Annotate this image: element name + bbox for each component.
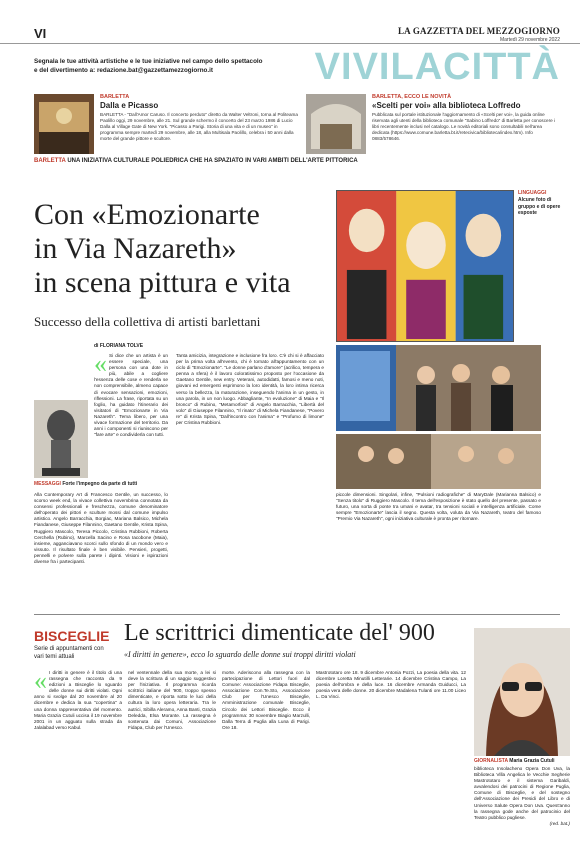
caption [34,481,137,487]
box1-text: BARLETTA - "Dall'Amor Caruso. Il concerto perduto" diretto da Walter Veltroni, torna al Politeama Paolillo oggi, 29 novembre, alle 21. Sul grande schermo il concerto del 23 marzo 1986 di Lucio Dalla al Village Gate di New York. "Picasso a Parigi. Storia di una vita e di un museo" in programma sempre martedì 29 novembre, alle 18, alla Multisala Paolillo, celebra i 50 anni dalla morte del grande pittore e scultore. [100,112,298,141]
column-text: Si dice che un artista è un essere speciale, una persona con una dote in più, abile a cogliere l'essenza delle cose e renderla se non comprensibile, almeno capace di evocare sensazioni, emozioni, riflessioni. La frase, riportata su un foglio, ha guidato l'itinerario dei visitatori di "Emozionarte in Via Nazareth". Tema libero, per una vivace formazione del territorio. Da anni i componenti si riuniscono per "fare arte" e condividerla con tutti. [94,353,168,438]
article-column: Tanta amicizia, integrazione e inclusione fra loro. C'è chi si è affacciato per la prima volta all'evento, chi è tornato all'appuntamento con un ciclo di "Emozionarte". "Le donne parlano d'amore" (acrilico, tempera e penna a sfera) è il lavoro coloratissimo proposto per l'occasione da Gaetano Gentile, new entry. Veterani, autodidatti, famosi e meno noti, giovani ed emergenti esprimono la loro identità, la loro intima ricerca verso la bellezza, la maturazione, inseguendo l'anima in un gesto, in una parola, in un non luogo. Abbagliante, "In evoluzione" di Maia e "Il bronco" di Rubino, "Metamorfosi" di Angelo Barracchia, "Libertà del volo" di Giuseppe Filannino, "Il rinato" di Michela Fiandanese, "Povero re" di Krista Spina, "Dall'incontro con l'anima" e "Profumo di limone" per Cristina Rubbioni. [176,353,324,426]
box1-kicker: BARLETTA [100,94,130,100]
concert-hall-photo [34,94,94,154]
page-header [0,0,580,44]
caption-text: Forte l'impegno da parte di tutti [62,481,138,487]
portrait-name: Maria Grazia Cutuli [509,758,555,764]
box2-kicker: BARLETTA, ECCO LE NOVITÀ [372,94,452,100]
library-photo [306,94,366,154]
news-box-dalla-picasso [34,90,302,156]
dropcap-glyph: « [94,349,107,378]
news-box-biblioteca [306,90,560,156]
caption-label: MESSAGGI [34,481,61,487]
intro-note: Segnala le tue attività artistiche e le tue iniziative nel campo dello spettacolo e del divertimento a: redazione.bat@gazzettamezzogiorno.it [34,58,263,74]
headline-line: in Via Nazareth» [34,232,237,265]
dateline: Martedì 29 novembre 2022 [499,37,560,43]
kicker-place: BARLETTA [34,158,66,164]
article2-column [34,666,122,731]
portrait-label: GIORNALISTA [474,758,508,764]
article2-column: nel ventennale della sua morte, a lei si deve la scrittura di un saggio suggestivo per l'iniziativa. Il programma ricorda scrittrici italiane del '900, troppo spesso dimenticate, e riporta sotto le luci della cultura la loro opera letteraria. Tra le autrici, Sibilla Aleramo, Anna Banti, Grazia Deledda, Elsa Morante. La rassegna è sostenuta dai Comuni, Associazione Fidapa, Club per l'Unesco. [128,670,216,730]
box2-title: «Scelti per voi» alla biblioteca Loffredo [372,101,521,110]
article-subhead: Successo della collettiva di artisti barlettani [34,314,261,329]
article-headline [34,198,334,300]
article2-subhead: «I diritti in genere», ecco lo sguardo delle donne sui troppi diritti violati [124,650,356,659]
group-photo [336,345,541,431]
painting-photo [336,190,514,342]
page-number: VI [34,26,47,41]
headline-line: Con «Emozionarte [34,198,260,231]
journalist-portrait [474,628,570,756]
article2-tag: BISCEGLIE [34,628,110,644]
article-column: piccole dimensioni. Singolari, infine, "Pulsioni radiografiche" di MaryDale (Marianna Balsico) e "Senza titolo" di Ruggiero Mascolo. Il tema dell'esposizione è stato quello del presente, passato e futuro, una sorta di ponte tra umani e avatar, tra tensioni sociali e intelligenza artificiale. Come sempre "Emozionarte" lascia il segno. Questa volta, voluta da Via Nazareth, teatro del famoso "Premio Via Nazareth", ogni iniziativa culturale è pronta per ritornare. [336,492,541,522]
section-divider [34,614,560,615]
article2-column: Mastrototaro ore 18. 9 dicembre Antonia Pozzi, La poesia della vita. 12 dicembre Loretta Minutilli Letterarie. 14 dicembre Cristina Campo, La poesia dell'ombra e della luce. 16 dicembre Armanda Guiducci, La poesia vera delle donne. 20 dicembre Madalena Tulanti ore 11.00 Liceo L. Da Vinci. [316,670,466,700]
masthead: LA GAZZETTA DEL MEZZOGIORNO [397,26,560,36]
photo-caption: Alcune foto di gruppo e di opere esposte [518,197,561,216]
article2-column [474,766,570,827]
box1-title: Dalla e Picasso [100,101,159,110]
article-column [94,349,168,438]
article2-headline: Le scrittrici dimenticate del' 900 [124,620,435,646]
column-text: I diritti in genere è il titolo di una rassegna che racconta da 9 edizioni a Bisceglie lo sguardo delle donne sui diritti violati. Ogni anno si svolge dal 20 novembre al 20 dicembre e dedica la sua "copertina" a una donna rappresentativa del momento. Maria Grazia Cutuli uccisa il 19 novembre 2001 in un agguato sulla strada da Jalalabad verso Kabul. [34,670,122,730]
dropcap-glyph: « [34,666,47,695]
photo-label: LINGUAGGI [518,190,547,196]
sculpture-photo [34,400,88,478]
kicker-text: UNA INIZIATIVA CULTURALE POLIEDRICA CHE HA SPAZIATO IN VARI AMBITI DELL'ARTE PITTORICA [67,158,358,164]
headline-line: in scena pittura e vita [34,266,291,299]
signature: (red. bat.) [549,820,570,826]
portrait-caption [474,758,555,764]
article-column: Alla Contemporary Art di Francesco Gentile, un successo, lo scorso week end, la vivace collettiva novembrina connotata da consensi professionali e freschezza, comune denominatore dell'operato dei pittori e sculture mossi dal comune impulso artistico. Angelo Barracchia, Borgiac, Mariana Balsico, Michela Fiandanese, Giuseppe Filannino, Gaetano Gentile, Krista Spina, Ruggiero Mascolo, Teresa Piccolo, Cristina Rubbioni, Roberta Cerchella (Rubino), Marcella Sacino e Rosa Iacobone (Maia), insieme, agganciavano scorci sullo sfondo di un mondo vero e vissuto. Il risultato finale è ben visibile. Pensieri, progetti, pennelli e polvere sulla parete i dipinti. Visioni e ispirazioni diverse fra i partecipanti. [34,492,168,565]
column-text: biblioteca Insolacheno Opera Don Uva, la Biblioteca Villa Angelica le Vecchie Segherie Mastrototaro e il sistema Garibaldi, avvalendosi dei patrocini di Regione Puglia, Comune di Bisceglie, e del sostegno dell'Associazione dei Presidi del Libro e di Universo Salute Opera Don Uva. Quest'anno la rassegna gode anche del patrocinio del Teatro pubblico pugliese. [474,766,570,820]
article2-tag-sub: Serie di appuntamenti con vari temi attuali [34,646,104,660]
article2-column: morte. Aderiscono alla rassegna con la partecipazione di Lettori fuori dal Comune: Associazione Fidapa Bisceglie, Associazione Con.Te.Sto, Associazione Club per l'Unesco Bisceglie, Amministrazione comunale Bisceglie, Circolo dei Lettori Bisceglie. Ecco il programma: 30 novembre Biagio Marzulli, Dalla Terra di Puglia alla Luna di Parigi. Ore 18. [222,670,310,730]
section-title: VIVILACITTÀ [314,46,560,88]
box2-text: Pubblicata sul portale istituzionale l'aggiornamento di «Scelti per voi», la guida online riservata agli utenti della biblioteca comunale "Sabino Loffredo" di Barletta per conoscere i libri recentemente inclusi nel catalogo. Le novità editoriali sono consultabili nell'area dedicata (https://www.comune.barletta.bt.it/retecivica/biblioteca/index.htm). Info 0883/578646. [372,112,555,141]
byline: di FLORIANA TOLVE [94,343,144,349]
article-kicker [34,158,358,164]
artists-photo [336,434,541,489]
